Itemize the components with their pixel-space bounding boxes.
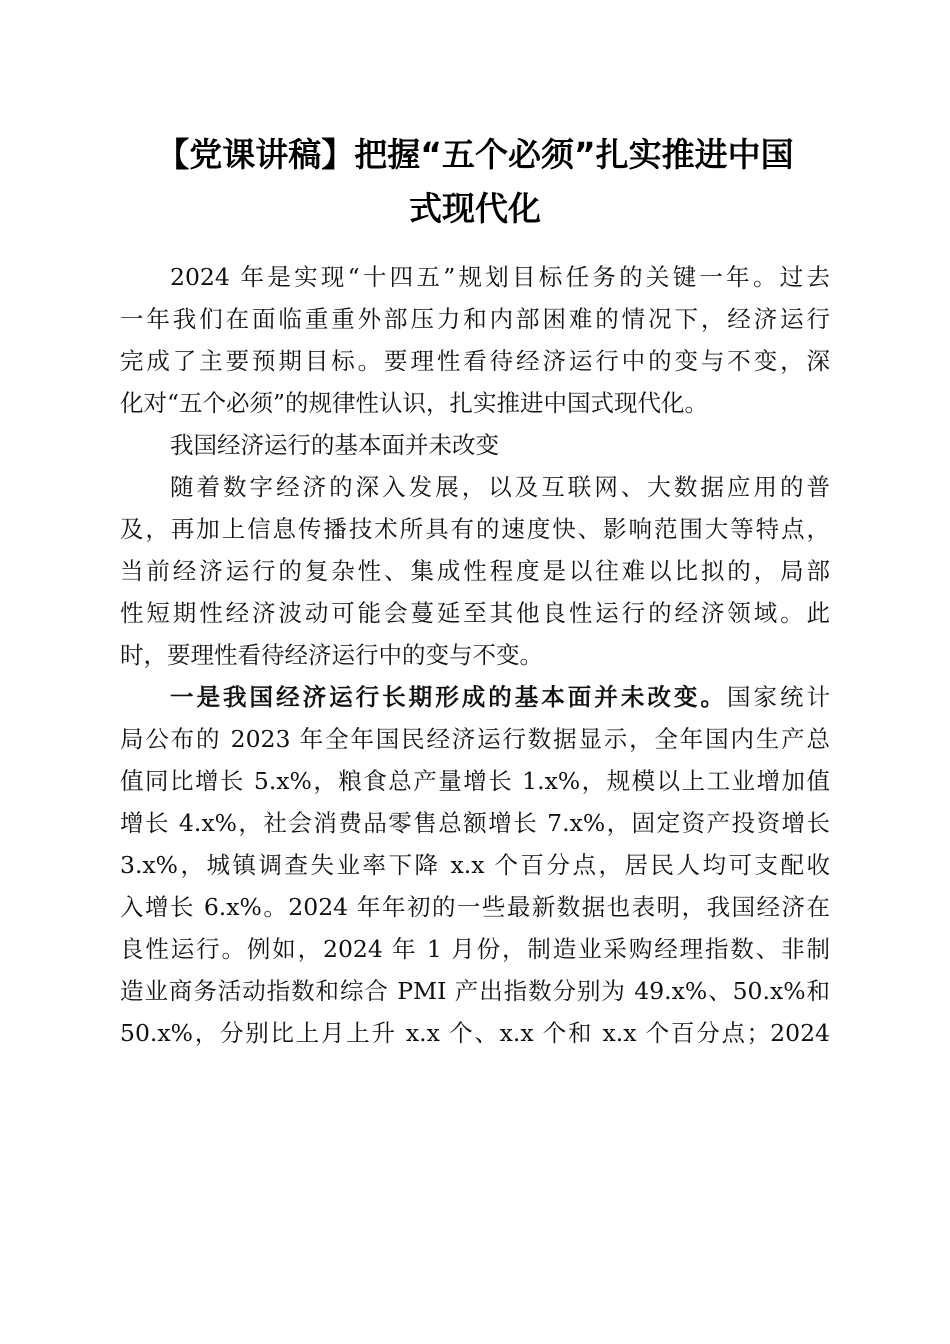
text-line: 值同比增长 5.x%，粮食总产量增长 1.x%，规模以上工业增加值 bbox=[120, 767, 830, 795]
text-line: 时，要理性看待经济运行中的变与不变。 bbox=[120, 641, 543, 669]
text-line bbox=[120, 676, 830, 718]
text-line: 50.x%，分别比上月上升 x.x 个、x.x 个和 x.x 个百分点；2024 bbox=[120, 1019, 830, 1047]
text-line: 一年我们在面临重重外部压力和内部困难的情况下，经济运行 bbox=[120, 305, 830, 333]
section-heading bbox=[120, 424, 830, 466]
title-line-2: 式现代化 bbox=[409, 189, 541, 228]
text-line: 当前经济运行的复杂性、集成性程度是以往难以比拟的，局部 bbox=[120, 557, 830, 585]
paragraph-digital-economy bbox=[120, 466, 830, 676]
title-line-1: 【党课讲稿】把握“五个必须”扎实推进中国 bbox=[156, 135, 794, 174]
text-line: 完成了主要预期目标。要理性看待经济运行中的变与不变，深 bbox=[120, 347, 830, 375]
document-title bbox=[120, 128, 830, 236]
text-line: 良性运行。例如，2024 年 1 月份，制造业采购经理指数、非制 bbox=[120, 935, 830, 963]
text-line: 性短期性经济波动可能会蔓延至其他良性运行的经济领域。此 bbox=[120, 599, 830, 627]
text-line: 2024 年是实现“十四五”规划目标任务的关键一年。过去 bbox=[170, 263, 830, 291]
text-line: 3.x%，城镇调查失业率下降 x.x 个百分点，居民人均可支配收 bbox=[120, 851, 830, 879]
text-line: 及，再加上信息传播技术所具有的速度快、影响范围大等特点， bbox=[120, 515, 830, 543]
text-line: 我国经济运行的基本面并未改变 bbox=[170, 431, 499, 459]
document-body bbox=[120, 256, 830, 1054]
text-line: 造业商务活动指数和综合 PMI 产出指数分别为 49.x%、50.x%和 bbox=[120, 977, 830, 1005]
text-line: 增长 4.x%，社会消费品零售总额增长 7.x%，固定资产投资增长 bbox=[120, 809, 830, 837]
bold-lead: 一是我国经济运行长期形成的基本面并未改变。 bbox=[170, 683, 727, 711]
text-line: 随着数字经济的深入发展，以及互联网、大数据应用的普 bbox=[170, 473, 830, 501]
text-line: 局公布的 2023 年全年国民经济运行数据显示，全年国内生产总 bbox=[120, 725, 830, 753]
lead-rest: 国家统计 bbox=[726, 683, 830, 711]
paragraph-fundamentals bbox=[120, 676, 830, 1054]
text-line: 化对“五个必须”的规律性认识，扎实推进中国式现代化。 bbox=[120, 389, 709, 417]
paragraph-intro bbox=[120, 256, 830, 424]
text-line: 入增长 6.x%。2024 年年初的一些最新数据也表明，我国经济在 bbox=[120, 893, 830, 921]
